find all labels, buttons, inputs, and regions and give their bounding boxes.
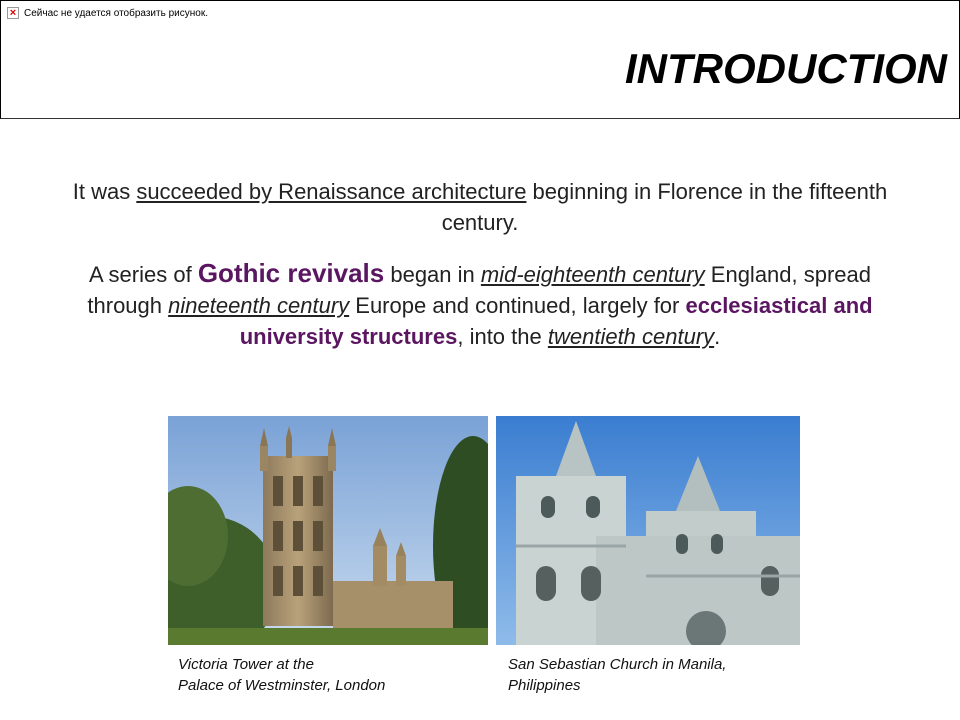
photo-san-sebastian-church [496,416,800,645]
caption-san-sebastian [508,654,808,696]
broken-image-text: Сейчас не удается отобразить рисунок. [24,7,208,19]
paragraph-renaissance [60,176,900,238]
caption-line: Philippines [508,677,581,694]
text: It was [72,179,137,204]
broken-image-placeholder [7,7,208,19]
link-renaissance[interactable]: succeeded by Renaissance architecture [136,179,527,204]
gothic-revivals-term: Gothic revivals [197,258,385,288]
caption-line: Palace of Westminster, London [178,677,386,694]
header-box [0,0,960,119]
link-twentieth-century[interactable]: twentieth century [547,324,715,349]
link-nineteenth-century[interactable]: nineteenth century [168,293,350,318]
photo-victoria-tower [168,416,488,645]
paragraph-gothic-revivals [60,258,900,352]
broken-image-icon [7,7,19,19]
caption-victoria-tower [178,654,478,696]
text: . [714,324,721,349]
link-mid-eighteenth-century[interactable]: mid-eighteenth century [480,262,705,287]
caption-line: San Sebastian Church in Manila, [508,656,727,673]
highlight-ecclesiastical: ecclesiastical and university structures [239,293,873,349]
text: , into the [457,324,548,349]
text: England, spread through [87,262,872,318]
text: Europe and continued, largely for [349,293,686,318]
text: began in [384,262,481,287]
page-title: INTRODUCTION [625,45,947,92]
text: A series of [88,262,198,287]
text: beginning in Florence in the fifteenth century. [441,179,888,235]
caption-line: Victoria Tower at the [178,656,314,673]
